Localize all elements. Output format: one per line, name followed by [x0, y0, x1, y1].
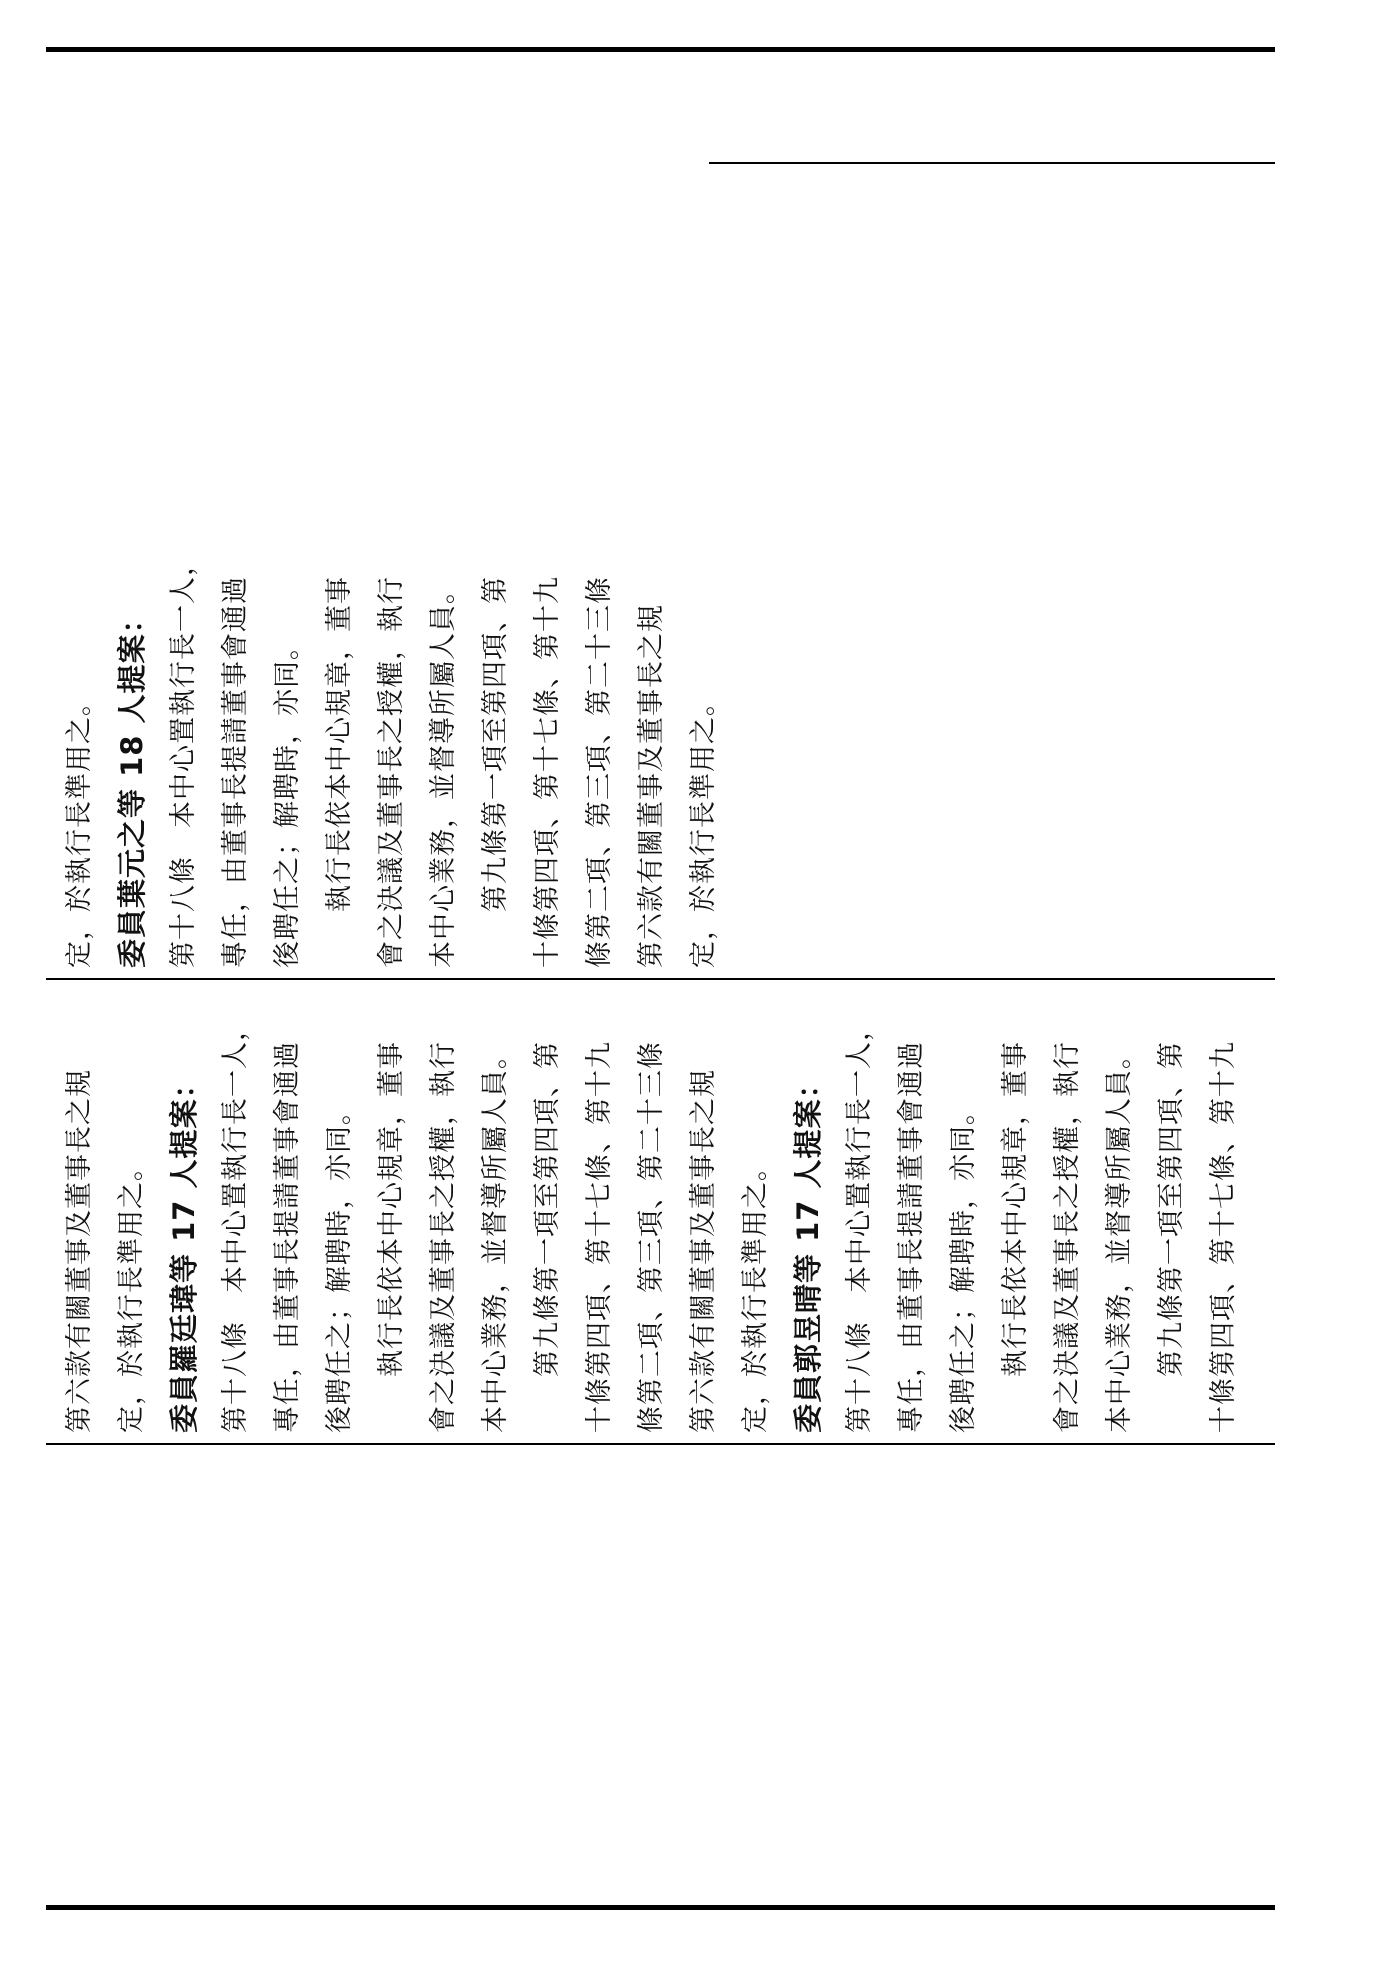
text-line: 執行長依本中心規章，董事: [1000, 1041, 1031, 1433]
text-line: 專任，由董事長提請董事會通過: [896, 1041, 927, 1433]
proposal-heading: 委員羅廷瑋等 17 人提案：: [167, 1068, 201, 1433]
bottom-rule: [46, 1905, 1275, 1910]
text-line: 第九條第一項至第四項、第: [532, 1041, 563, 1433]
text-line: 專任，由董事長提請董事會通過: [220, 576, 251, 968]
text-line: 第九條第一項至第四項、第: [1156, 1041, 1187, 1433]
text-line: 第十八條 本中心置執行長一人，: [844, 1013, 875, 1433]
text-line: 會之決議及董事長之授權，執行: [1052, 1041, 1083, 1433]
section-divider-upper: [709, 162, 1275, 164]
proposal-heading: 委員葉元之等 18 人提案：: [115, 603, 149, 968]
text-line: 第六款有關董事及董事長之規: [688, 1069, 719, 1433]
text-line: 十條第四項、第十七條、第十九: [532, 576, 563, 968]
section-divider-lower: [46, 1443, 1275, 1445]
text-line: 第六款有關董事及董事長之規: [64, 1069, 95, 1433]
text-line: 本中心業務，並督導所屬人員。: [1104, 1041, 1135, 1433]
top-rule: [46, 47, 1275, 52]
text-line: 十條第四項、第十七條、第十九: [1208, 1041, 1239, 1433]
text-line: 條第二項、第三項、第二十三條: [584, 576, 615, 968]
text-line: 專任，由董事長提請董事會通過: [272, 1041, 303, 1433]
text-line: 定，於執行長準用之。: [64, 688, 95, 968]
text-line: 十條第四項、第十七條、第十九: [584, 1041, 615, 1433]
text-line: 定，於執行長準用之。: [116, 1153, 147, 1433]
text-line: 定，於執行長準用之。: [740, 1153, 771, 1433]
section-divider-middle: [46, 978, 1275, 980]
text-line: 本中心業務，並督導所屬人員。: [428, 576, 459, 968]
text-line: 後聘任之；解聘時，亦同。: [272, 632, 303, 968]
text-line: 定，於執行長準用之。: [688, 688, 719, 968]
text-line: 第十八條 本中心置執行長一人，: [220, 1013, 251, 1433]
text-line: 執行長依本中心規章，董事: [324, 576, 355, 968]
text-line: 第九條第一項至第四項、第: [480, 576, 511, 968]
text-line: 條第二項、第三項、第二十三條: [636, 1041, 667, 1433]
text-line: 後聘任之；解聘時，亦同。: [948, 1097, 979, 1433]
text-line: 會之決議及董事長之授權，執行: [376, 576, 407, 968]
text-line: 本中心業務，並督導所屬人員。: [480, 1041, 511, 1433]
text-line: 執行長依本中心規章，董事: [376, 1041, 407, 1433]
text-line: 會之決議及董事長之授權，執行: [428, 1041, 459, 1433]
text-line: 第六款有關董事及董事長之規: [636, 604, 667, 968]
text-line: 第十八條 本中心置執行長一人，: [168, 548, 199, 968]
proposal-heading: 委員郭昱晴等 17 人提案：: [791, 1068, 825, 1433]
text-line: 後聘任之；解聘時，亦同。: [324, 1097, 355, 1433]
